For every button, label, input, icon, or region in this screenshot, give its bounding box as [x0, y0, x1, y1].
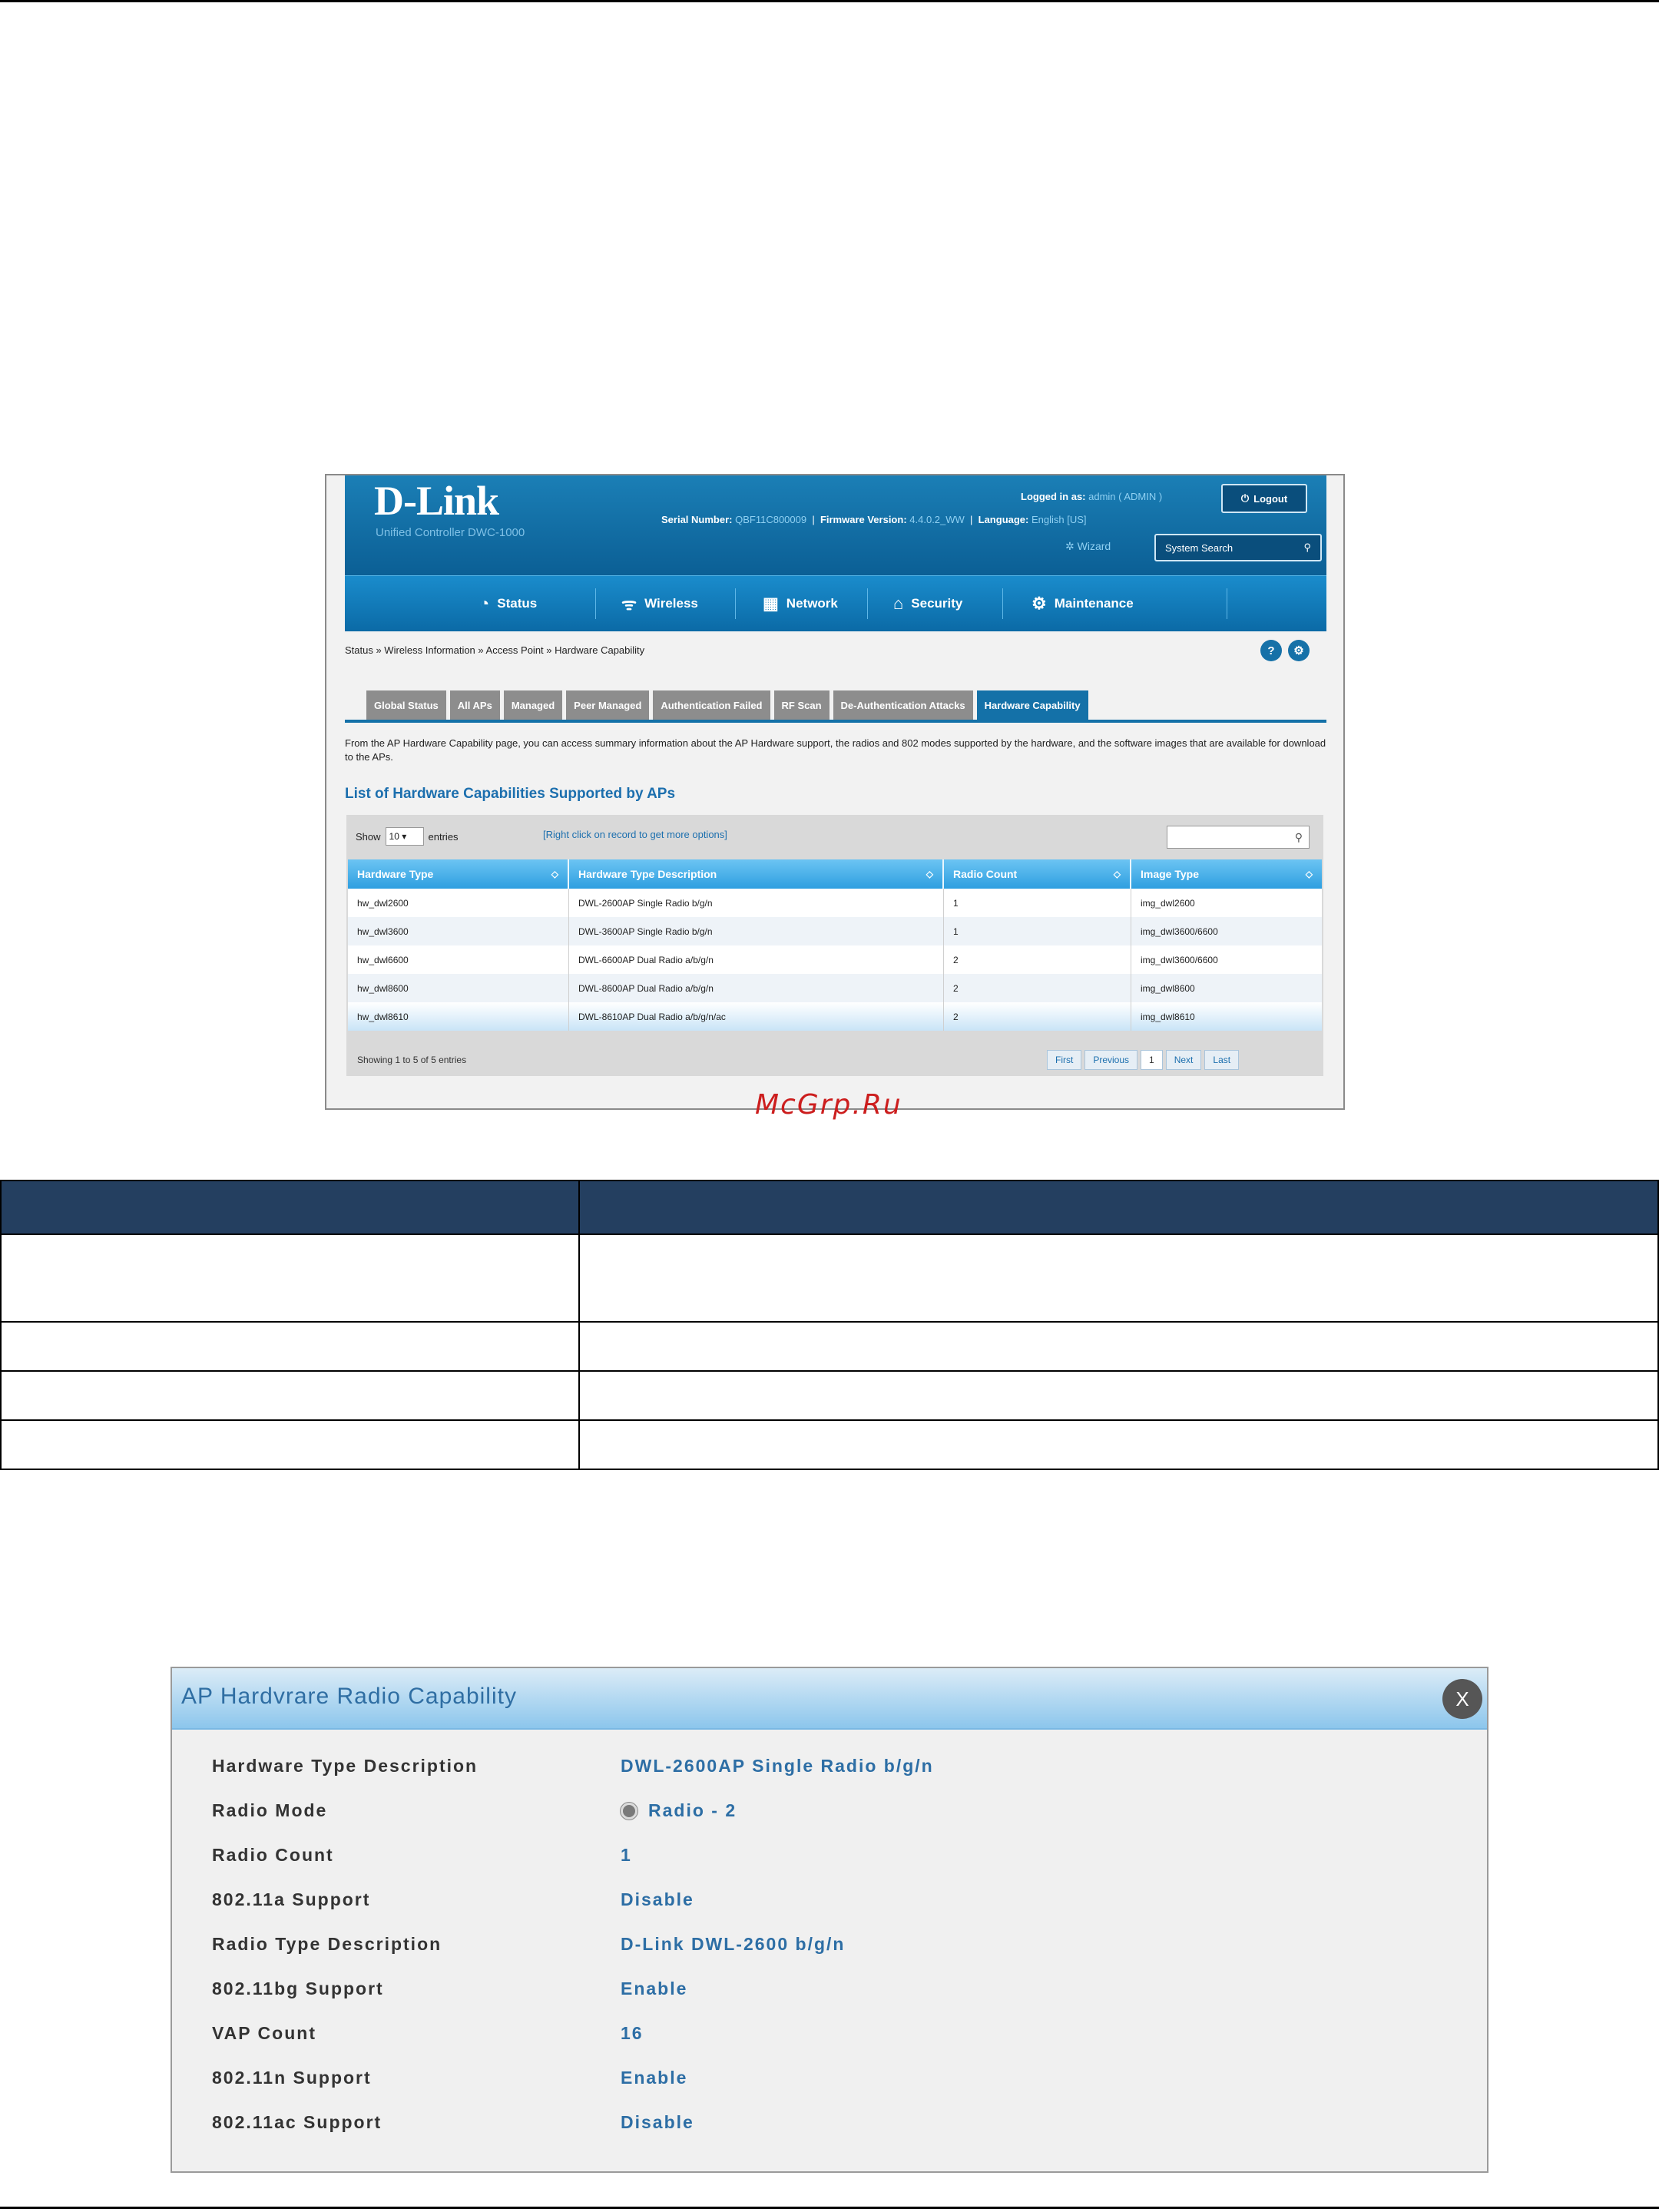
tab-hardware-capability[interactable]: Hardware Capability: [977, 690, 1088, 720]
col-hardware-type[interactable]: Hardware Type ◇: [348, 859, 569, 889]
field-radio-mode: Radio Mode Radio - 2: [212, 1800, 737, 1820]
sort-icon: ◇: [1305, 869, 1313, 879]
entries-selector: Show 10 ▾ entries: [356, 827, 459, 846]
table-header: [348, 859, 1322, 889]
col-radio-count[interactable]: Radio Count ◇: [944, 859, 1131, 889]
nav-maintenance[interactable]: ⚙ Maintenance: [1031, 594, 1134, 613]
field-radio-type-description: Radio Type Description D-Link DWL-2600 b/g/n: [212, 1934, 846, 1954]
tab-global-status[interactable]: Global Status: [366, 690, 446, 720]
col-hardware-type-description[interactable]: Hardware Type Description ◇: [569, 859, 944, 889]
radio-capability-dialog: [171, 1667, 1488, 2173]
logout-button[interactable]: ⏻ Logout: [1221, 484, 1307, 513]
field-80211ac-support: 802.11ac Support Disable: [212, 2112, 694, 2132]
speedometer-icon: ◔: [479, 594, 490, 613]
list-title: List of Hardware Capabilities Supported by APs: [345, 786, 676, 802]
field-vap-count: VAP Count 16: [212, 2023, 644, 2043]
watermark: McGrp.Ru: [755, 1089, 902, 1121]
field-radio-count: Radio Count 1: [212, 1845, 632, 1865]
bottom-rule: [0, 2207, 1659, 2209]
tab-managed[interactable]: Managed: [504, 690, 562, 720]
table-search-input[interactable]: [1167, 826, 1310, 849]
hardware-capability-screenshot: [325, 474, 1345, 1110]
tab-peer-managed[interactable]: Peer Managed: [566, 690, 649, 720]
page-number-button[interactable]: 1: [1141, 1050, 1163, 1070]
table-body: [348, 889, 1322, 1031]
tab-underline: [345, 720, 1326, 723]
sort-icon: ◇: [1113, 869, 1121, 879]
search-icon: ⚲: [1303, 541, 1311, 553]
table-row: [1, 1234, 1658, 1322]
dialog-title: AP Hardvrare Radio Capability: [181, 1684, 517, 1709]
right-click-hint: [Right click on record to get more options]: [543, 829, 727, 840]
tab-bar: [366, 690, 1088, 720]
sort-icon: ◇: [551, 869, 558, 879]
wifi-icon: ᯤ: [621, 594, 637, 614]
device-info: Serial Number: QBF11C800009 | Firmware Version: 4.4.0.2_WW | Language: English [US]: [661, 514, 1087, 525]
breadcrumb: Status » Wireless Information » Access Point » Hardware Capability: [345, 644, 645, 656]
first-page-button[interactable]: First: [1047, 1050, 1081, 1070]
table-row[interactable]: hw_dwl2600 DWL-2600AP Single Radio b/g/n 1 img_dwl2600: [348, 889, 1322, 917]
nav-status[interactable]: ◔ Status: [479, 594, 538, 613]
power-icon: ⏻: [1240, 492, 1250, 504]
nav-wireless[interactable]: ᯤ Wireless: [621, 576, 698, 631]
language-link[interactable]: English [US]: [1031, 514, 1087, 525]
next-page-button[interactable]: Next: [1166, 1050, 1202, 1070]
table-row: [1, 1322, 1658, 1371]
tab-rf-scan[interactable]: RF Scan: [774, 690, 830, 720]
nav-security[interactable]: ⌂ Security: [893, 594, 963, 613]
wizard-link[interactable]: ✲ Wizard: [1065, 540, 1111, 552]
top-rule: [0, 0, 1659, 2]
sort-icon: ◇: [926, 869, 933, 879]
field-80211a-support: 802.11a Support Disable: [212, 1889, 694, 1909]
app-header: [345, 475, 1326, 575]
system-search-input[interactable]: System Search ⚲: [1154, 534, 1322, 561]
capabilities-table-panel: [346, 815, 1323, 1076]
table-row[interactable]: hw_dwl6600 DWL-6600AP Dual Radio a/b/g/n 2 img_dwl3600/6600: [348, 945, 1322, 974]
close-icon[interactable]: X: [1442, 1679, 1482, 1719]
table-row: [1, 1371, 1658, 1420]
lock-icon: ⌂: [893, 594, 904, 613]
table-row[interactable]: hw_dwl8610 DWL-8610AP Dual Radio a/b/g/n/ac 2 img_dwl8610: [348, 1002, 1322, 1031]
gear-icon: ⚙: [1031, 594, 1047, 613]
logged-in-info: Logged in as: admin ( ADMIN ): [1021, 491, 1163, 502]
settings-icon[interactable]: ⚙: [1288, 640, 1310, 661]
table-row[interactable]: hw_dwl3600 DWL-3600AP Single Radio b/g/n 1 img_dwl3600/6600: [348, 917, 1322, 945]
help-icon[interactable]: ?: [1260, 640, 1282, 661]
radio-button[interactable]: [621, 1803, 637, 1820]
dlink-logo: D-Link: [374, 478, 499, 524]
product-name: Unified Controller DWC-1000: [376, 526, 525, 539]
field-80211n-support: 802.11n Support Enable: [212, 2068, 688, 2088]
previous-page-button[interactable]: Previous: [1084, 1050, 1137, 1070]
table-header-cell: [1, 1181, 579, 1234]
network-icon: ▦: [763, 594, 779, 613]
field-description-table: [0, 1180, 1659, 1470]
pagination: [1047, 1050, 1239, 1070]
tab-de-authentication-attacks[interactable]: De-Authentication Attacks: [833, 690, 973, 720]
dialog-title-bar: [172, 1668, 1487, 1730]
table-row[interactable]: hw_dwl8600 DWL-8600AP Dual Radio a/b/g/n 2 img_dwl8600: [348, 974, 1322, 1002]
last-page-button[interactable]: Last: [1204, 1050, 1239, 1070]
field-80211bg-support: 802.11bg Support Enable: [212, 1979, 688, 1998]
main-nav: [345, 575, 1326, 631]
field-hardware-type-description: Hardware Type Description DWL-2600AP Single Radio b/g/n: [212, 1756, 934, 1776]
showing-entries: Showing 1 to 5 of 5 entries: [357, 1055, 467, 1065]
wand-icon: ✲: [1065, 540, 1075, 552]
intro-text: From the AP Hardware Capability page, you can access summary information about the AP Hardware support, the radios and 802 modes supported by the hardware, and the software images that are available for download to the APs.: [345, 737, 1326, 763]
tab-authentication-failed[interactable]: Authentication Failed: [653, 690, 770, 720]
search-icon: ⚲: [1294, 830, 1303, 843]
table-row: [1, 1420, 1658, 1469]
nav-network[interactable]: ▦ Network: [763, 594, 838, 613]
table-header-cell: [579, 1181, 1658, 1234]
tab-all-aps[interactable]: All APs: [450, 690, 500, 720]
entries-select[interactable]: 10 ▾: [386, 827, 424, 846]
col-image-type[interactable]: Image Type ◇: [1141, 868, 1313, 880]
